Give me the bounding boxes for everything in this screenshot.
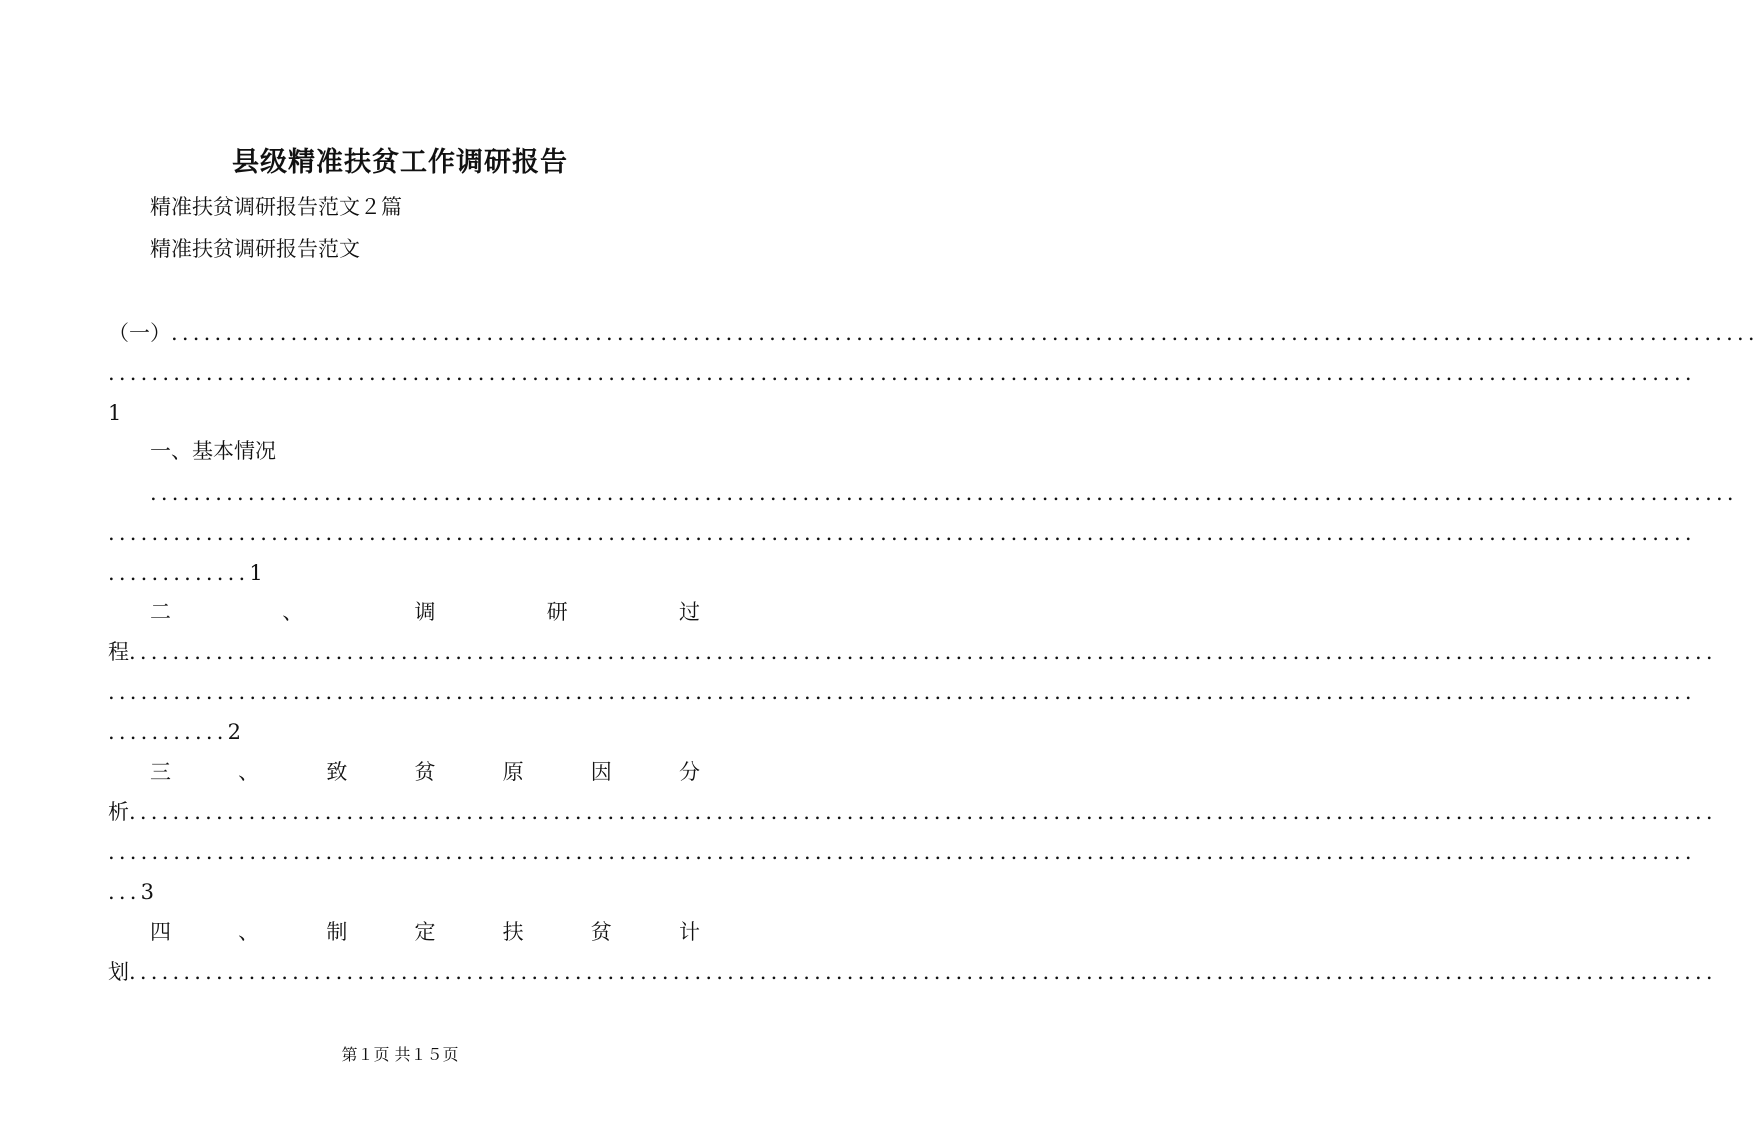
- toc-char: 调: [414, 600, 436, 624]
- toc-char: 过: [679, 600, 700, 624]
- page-footer: 第１页 共１５页: [341, 1045, 459, 1064]
- toc-entry-4-page: ...3: [108, 880, 159, 904]
- toc-entry-5-label: [150, 917, 700, 947]
- toc-leader: ..................................................................................................................................................: [108, 680, 1696, 704]
- toc-char: 、: [238, 760, 260, 784]
- toc-char: 析: [108, 800, 129, 824]
- toc-char: 因: [590, 760, 612, 784]
- toc-char: 制: [326, 920, 348, 944]
- toc-entry-5-cont: [108, 957, 1717, 987]
- toc-entry-3-label: [150, 597, 700, 627]
- toc-char: 二: [150, 600, 171, 624]
- toc-entry-4-cont: [108, 797, 1717, 827]
- toc-char: 计: [678, 920, 700, 944]
- toc-char: 贫: [590, 920, 612, 944]
- toc-leader: ..................................................................................................................................................: [129, 960, 1717, 984]
- toc-char: 、: [282, 600, 304, 624]
- document-title: 县级精准扶贫工作调研报告: [232, 147, 568, 178]
- toc-entry-3-cont: [108, 637, 1717, 667]
- toc-entry-1: [108, 318, 1759, 348]
- subtitle-2: 精准扶贫调研报告范文: [150, 237, 360, 261]
- toc-leader: ..................................................................................................................................................: [108, 840, 1696, 864]
- toc-char: 四: [150, 920, 171, 944]
- toc-char: 分: [678, 760, 700, 784]
- toc-char: 扶: [502, 920, 524, 944]
- toc-leader: ..................................................................................................................................................: [129, 640, 1717, 664]
- toc-char: 致: [326, 760, 348, 784]
- toc-char: 定: [414, 920, 436, 944]
- toc-char: 、: [238, 920, 260, 944]
- toc-char: 原: [502, 760, 524, 784]
- toc-leader: ..................................................................................................................................................: [171, 321, 1759, 345]
- toc-leader: ..................................................................................................................................................: [108, 521, 1696, 545]
- subtitle-1: 精准扶贫调研报告范文２篇: [150, 195, 402, 219]
- toc-entry-2-label: 一、基本情况: [150, 439, 276, 463]
- toc-leader: ..................................................................................................................................................: [129, 800, 1717, 824]
- toc-char: 研: [546, 600, 568, 624]
- toc-entry-1-page: 1: [108, 401, 122, 425]
- toc-entry-3-page: ...........2: [108, 720, 246, 744]
- toc-char: 三: [150, 760, 171, 784]
- toc-leader: ..................................................................................................................................................: [108, 361, 1696, 385]
- toc-char: 贫: [414, 760, 436, 784]
- toc-entry-1-label: （一）: [108, 321, 171, 345]
- toc-entry-2-page: .............1: [108, 561, 267, 585]
- toc-char: 划: [108, 960, 129, 984]
- toc-entry-4-label: [150, 757, 700, 787]
- toc-char: 程: [108, 640, 129, 664]
- toc-leader: ..................................................................................................................................................: [150, 481, 1738, 505]
